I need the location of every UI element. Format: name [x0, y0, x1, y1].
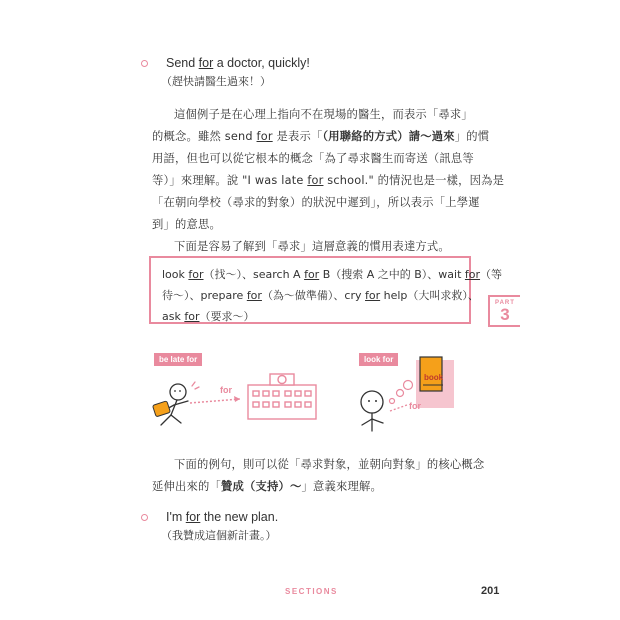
idiom-line — [162, 264, 503, 285]
page-number: 201 — [481, 585, 500, 597]
idiom-text: B（搜索 A 之中的 B）、wait — [319, 268, 465, 281]
para-line: 用語，但也可以從它根本的概念「為了尋求醫生而寄送（訊息等 — [152, 152, 474, 165]
schoolbag-icon — [152, 401, 170, 417]
be-late-for-tag: be late for — [154, 353, 202, 366]
para-line: 「在朝向學校（尋求的對象）的狀況中遲到」，所以表示「上學遲 — [152, 196, 480, 209]
book-icon — [416, 357, 454, 408]
arrow-label: for — [409, 401, 421, 411]
para-line — [152, 476, 484, 498]
sentence-text: the new plan. — [200, 510, 279, 524]
example-sentence — [166, 56, 310, 70]
footer-section-label: SECTIONS — [285, 587, 338, 596]
bullet-circle — [141, 60, 148, 67]
para-text: 是表示「 — [272, 130, 323, 143]
para-text: 等）」來理解。說 "I was late — [152, 174, 308, 187]
arrow-label: for — [220, 385, 232, 395]
example-translation: （我贊成這個新計畫。） — [161, 529, 277, 542]
para-text: 延伸出來的「 — [152, 480, 221, 493]
for-word: for — [185, 510, 201, 524]
para-line — [152, 170, 504, 192]
bullet-circle — [141, 514, 148, 521]
bold-phrase: （用聯絡的方式）請～過來 — [322, 130, 455, 143]
explanation-paragraph — [152, 104, 504, 258]
thinking-person-icon — [361, 391, 383, 431]
for-word: for — [464, 268, 481, 281]
book-label: book — [424, 373, 444, 382]
explanation-paragraph — [152, 454, 484, 498]
late-for-school-illustration — [148, 362, 328, 442]
idiom-text: （為～做準備）、cry — [261, 289, 366, 302]
for-word: for — [198, 56, 214, 70]
part-label: PART — [495, 300, 515, 306]
for-word: for — [304, 268, 320, 281]
arrow-line — [190, 399, 240, 403]
para-line: 下面是容易了解到「尋求」這層意義的慣用表達方式。 — [174, 240, 450, 253]
para-text: school." 的情況也是一樣，因為是 — [323, 174, 505, 187]
idiom-text: ask — [162, 310, 185, 323]
for-word: for — [184, 310, 200, 323]
look-for-tag: look for — [359, 353, 398, 366]
example-translation: （趕快請醫生過來！） — [161, 75, 271, 88]
school-building-icon — [248, 374, 316, 419]
idiom-text: look — [162, 268, 189, 281]
idiom-line — [162, 306, 469, 327]
look-for-book-illustration — [350, 355, 460, 440]
for-word: for — [256, 130, 273, 143]
para-text: 的概念。雖然 send — [152, 130, 257, 143]
sentence-text: Send — [166, 56, 199, 70]
idiom-text: help（大叫求救）、 — [380, 289, 479, 302]
for-word: for — [246, 289, 262, 302]
para-line: 這個例子是在心理上指向不在現場的醫生，而表示「尋求」 — [174, 108, 473, 121]
idiom-text: （要求～） — [199, 310, 255, 323]
para-text: 」意義來理解。 — [301, 480, 382, 493]
bold-phrase: 贊成（支持）～ — [220, 480, 302, 493]
para-text: 」的慣 — [454, 130, 490, 143]
para-line: 下面的例句，則可以從「尋求對象，並朝向對象」的核心概念 — [174, 458, 485, 471]
idiom-line — [162, 285, 479, 306]
part-number: 3 — [500, 305, 510, 324]
idiom-text: （等 — [480, 268, 503, 281]
example-sentence — [166, 510, 278, 524]
idiom-text: 待～）、prepare — [162, 289, 247, 302]
part-tab — [488, 295, 520, 327]
for-word: for — [188, 268, 204, 281]
sentence-text: I'm — [166, 510, 186, 524]
arrow-head-icon — [234, 396, 240, 402]
idiom-box — [149, 256, 503, 324]
arrow-line — [390, 405, 407, 411]
para-line: 到」的意思。 — [152, 218, 221, 231]
for-word: for — [307, 174, 324, 187]
for-word: for — [365, 289, 381, 302]
idiom-text: （找～）、search A — [203, 268, 305, 281]
para-line — [152, 126, 504, 148]
sentence-text: a doctor, quickly! — [213, 56, 310, 70]
